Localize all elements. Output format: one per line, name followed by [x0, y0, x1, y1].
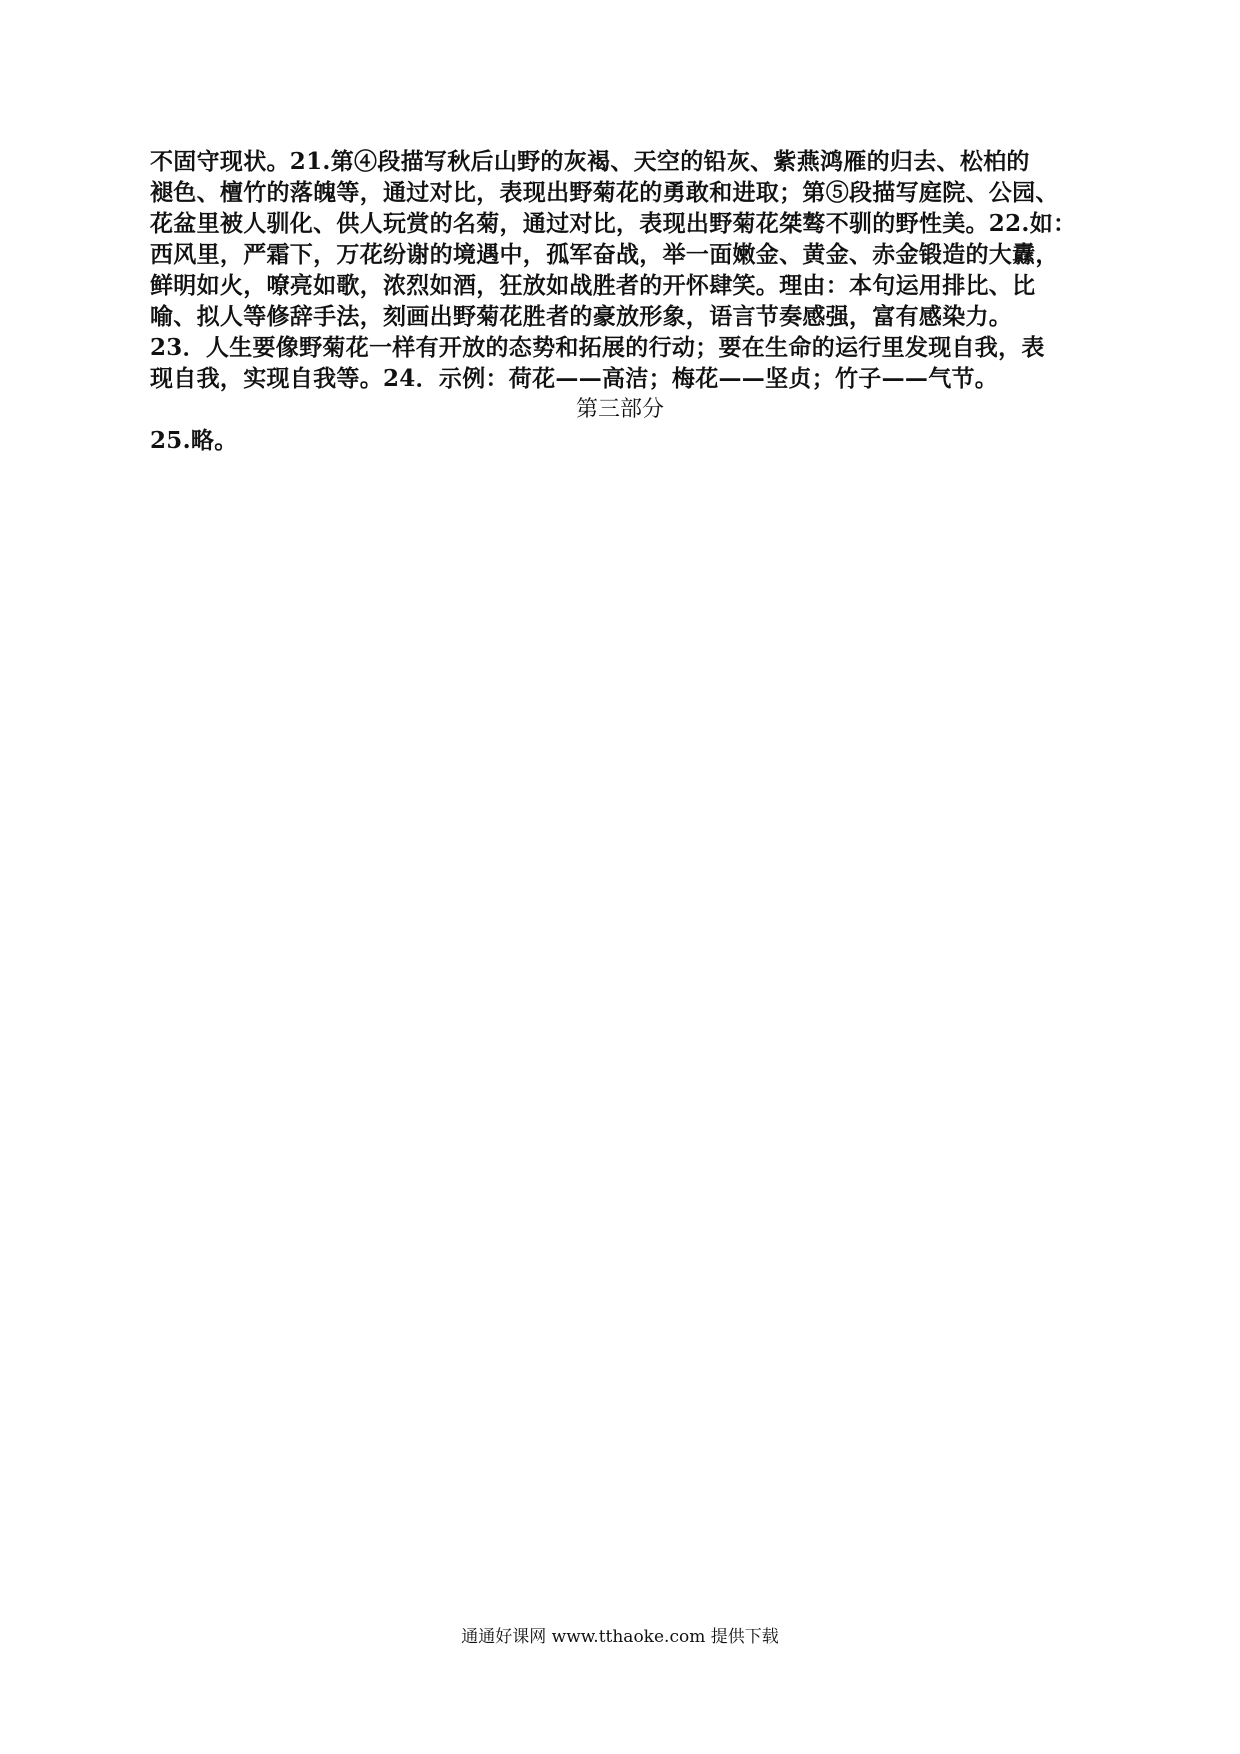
footer-credit: 通通好课网 www.tthaoke.com 提供下载: [461, 1627, 779, 1647]
answer-line-3: 花盆里被人驯化、供人玩赏的名菊，通过对比，表现出野菊花桀骜不驯的野性美。22.如：: [150, 210, 1077, 237]
answer-line-5: 鲜明如火，嘹亮如歌，浓烈如酒，狂放如战胜者的开怀肆笑。理由：本句运用排比、比: [150, 272, 1036, 299]
answer-text-block: [150, 146, 1090, 456]
answer-line-last: 25.略。: [150, 427, 238, 454]
answer-line-1: 不固守现状。21.第④段描写秋后山野的灰褐、天空的铅灰、紫燕鸿雁的归去、松柏的: [150, 148, 1030, 175]
answer-line-6: 喻、拟人等修辞手法，刻画出野菊花胜者的豪放形象，语言节奏感强，富有感染力。: [150, 303, 1013, 330]
answer-line-2: 褪色、檀竹的落魄等，通过对比，表现出野菊花的勇敢和进取；第⑤段描写庭院、公园、: [150, 179, 1059, 206]
answer-line-8: 现自我，实现自我等。24．示例：荷花——高洁；梅花——坚贞；竹子——气节。: [150, 365, 999, 392]
answer-line-4: 西风里，严霜下，万花纷谢的境遇中，孤军奋战，举一面嫩金、黄金、赤金锻造的大纛，: [150, 241, 1059, 268]
section-title: 第三部分: [575, 397, 664, 422]
answer-line-7: 23．人生要像野菊花一样有开放的态势和拓展的行动；要在生命的运行里发现自我，表: [150, 334, 1045, 361]
